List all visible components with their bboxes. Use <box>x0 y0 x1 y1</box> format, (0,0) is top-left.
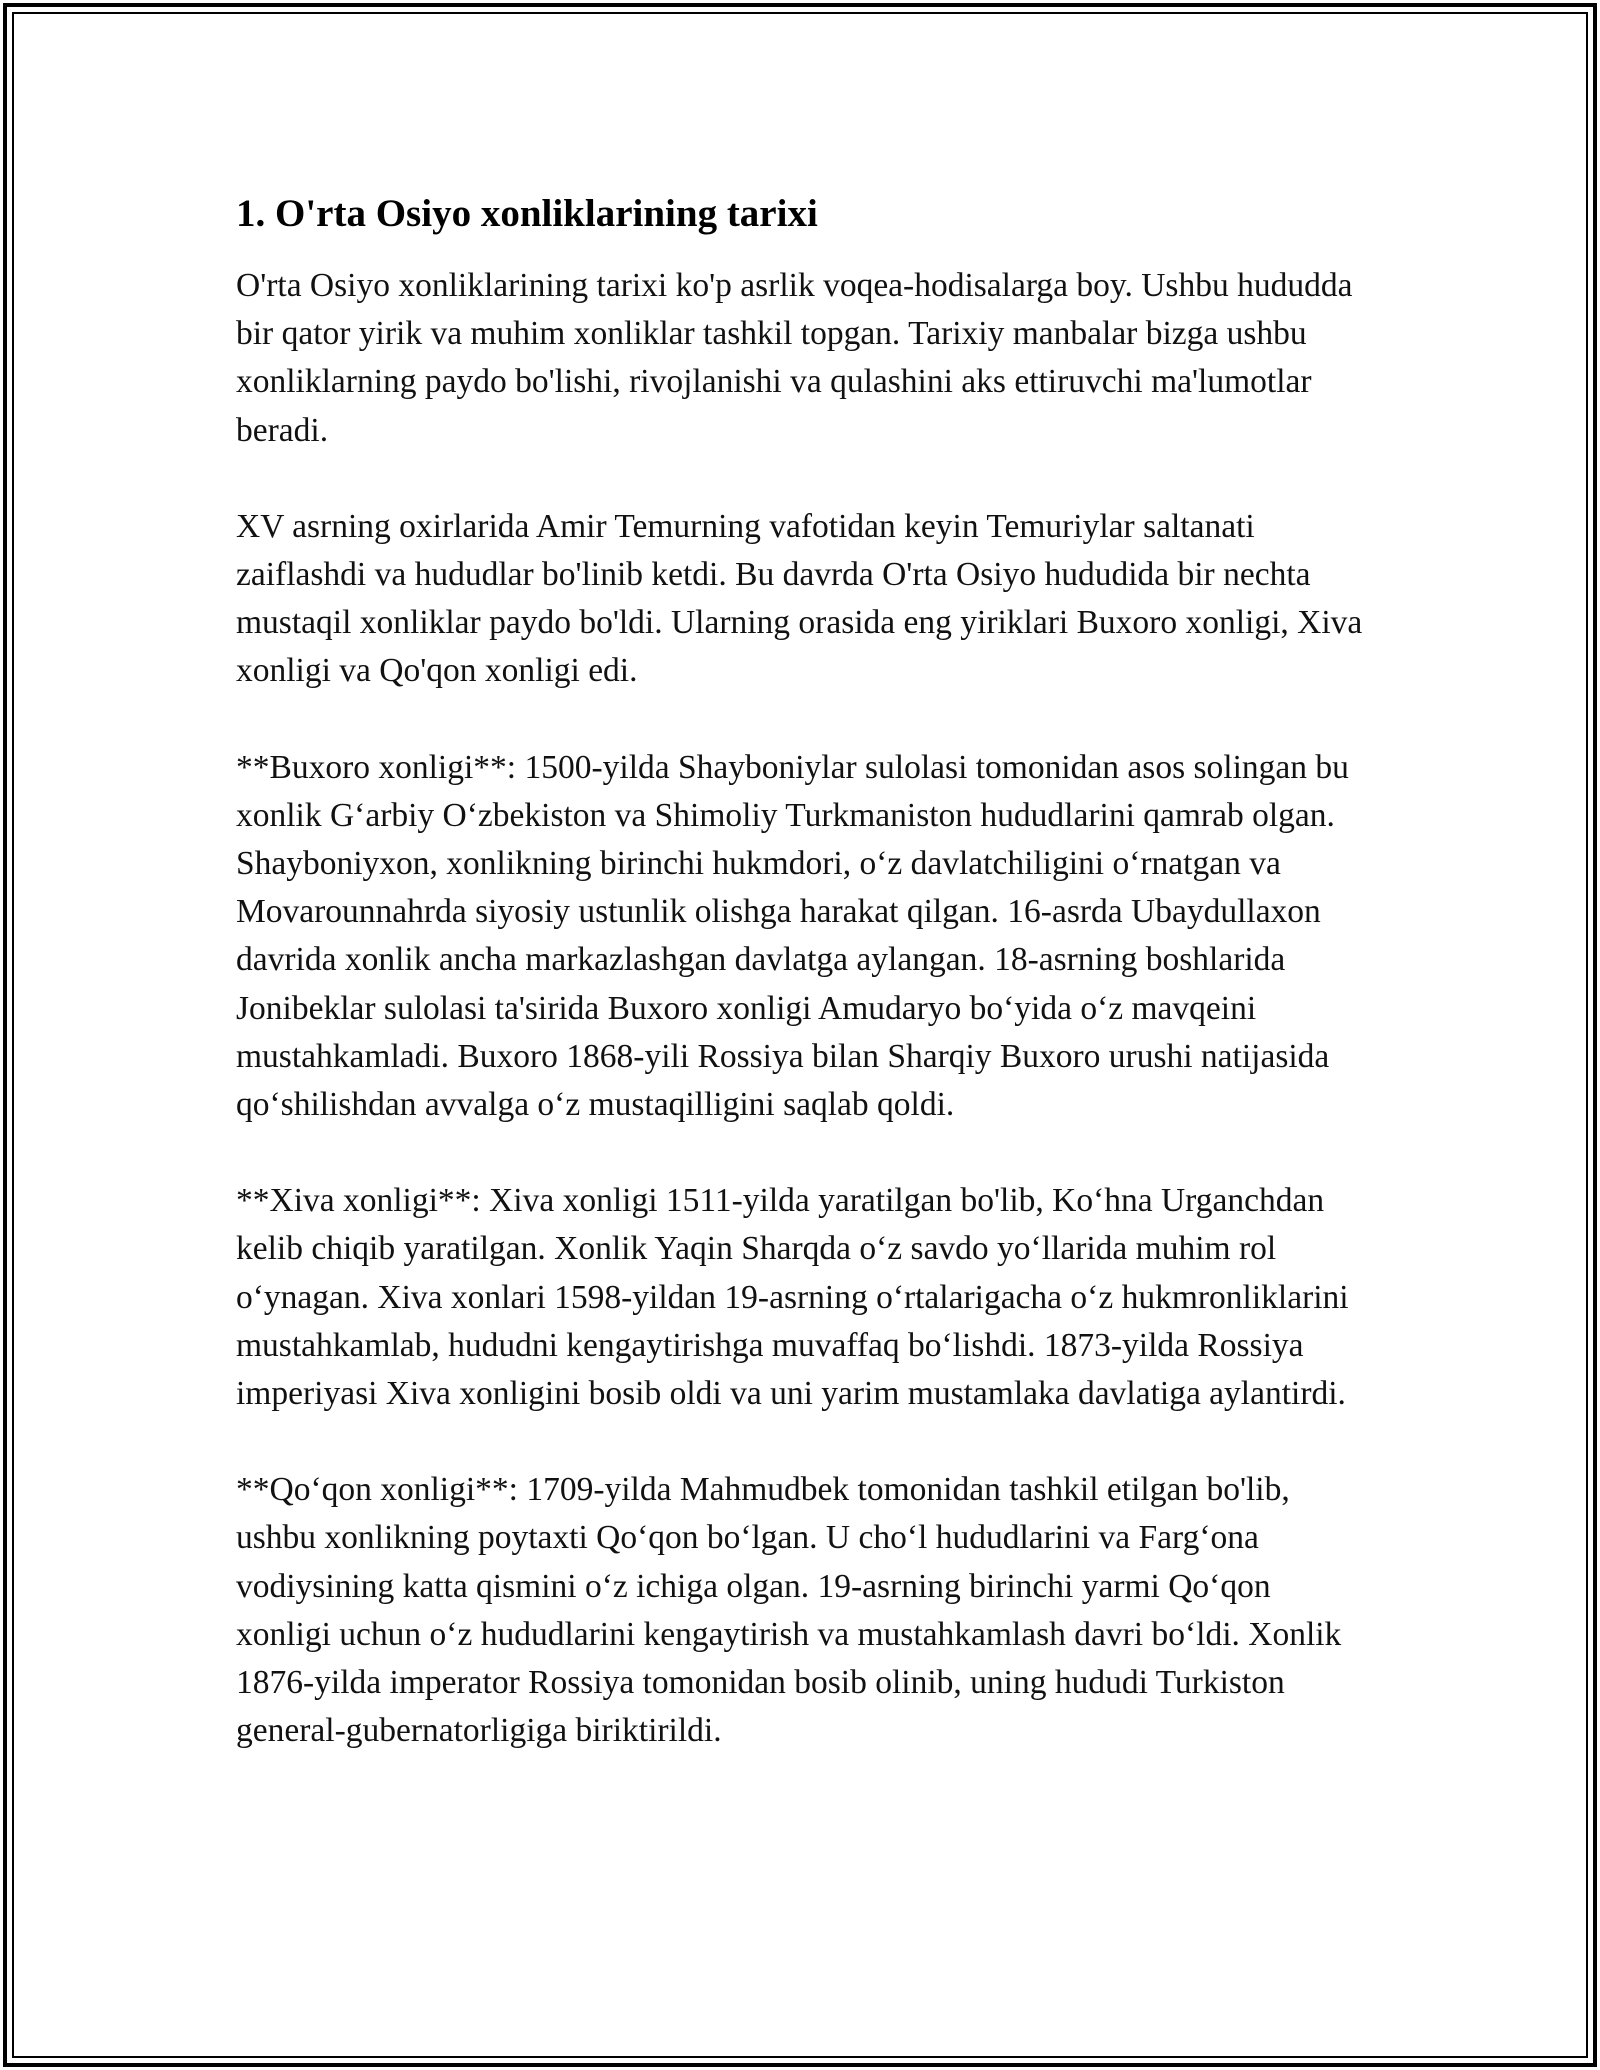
section-heading: 1. O'rta Osiyo xonliklarining tarixi <box>236 192 818 235</box>
paragraph-intro: O'rta Osiyo xonliklarining tarixi ko'p asrlik voqea-hodisalarga boy. Ushbu hududda bir qator yirik va muhim xonliklar tashkil topgan. Tarixiy manbalar bizga ushbu xonliklarning paydo bo'lishi, rivojlanishi va qulashini aks ettiruvchi ma'lumotlar beradi. <box>236 267 1353 449</box>
paragraph-khiva: **Xiva xonligi**: Xiva xonligi 1511-yilda yaratilgan bo'lib, Ko‘hna Urganchdan kelib chiqib yaratilgan. Xonlik Yaqin Sharqda o‘z savdo yo‘llarida muhim rol o‘ynagan. Xiva xonlari 1598-yildan 19-asrning o‘rtalarigacha o‘z hukmronliklarini mustahkamlab, hududni kengaytirishga muvaffaq bo‘lishdi. 1873-yilda Rossiya imperiyasi Xiva xonligini bosib oldi va uni yarim mustamlaka davlatiga aylantirdi. <box>236 1182 1349 1413</box>
paragraph-bukhara: **Buxoro xonligi**: 1500-yilda Shayboniylar sulolasi tomonidan asos solingan bu xonlik G‘arbiy O‘zbekiston va Shimoliy Turkmaniston hududlarini qamrab olgan. Shayboniyxon, xonlikning birinchi hukmdori, o‘z davlatchiligini o‘rnatgan va Movarounnahrda siyosiy ustunlik olishga harakat qilgan. 16-asrda Ubaydullaxon davrida xonlik ancha markazlashgan davlatga aylangan. 18-asrning boshlarida Jonibeklar sulolasi ta'sirida Buxoro xonligi Amudaryo bo‘yida o‘z mavqeini mustahkamladi. Buxoro 1868-yili Rossiya bilan Sharqiy Buxoro urushi natijasida qo‘shilishdan avvalga o‘z mustaqilligini saqlab qoldi. <box>236 748 1349 1124</box>
paragraph-kokand: **Qo‘qon xonligi**: 1709-yilda Mahmudbek tomonidan tashkil etilgan bo'lib, ushbu xonlikning poytaxti Qo‘qon bo‘lgan. U cho‘l hududlarini va Farg‘ona vodiysining katta qismini o‘z ichiga olgan. 19-asrning birinchi yarmi Qo‘qon xonligi uchun o‘z hududlarini kengaytirish va mustahkamlash davri bo‘ldi. Xonlik 1876-yilda imperator Rossiya tomonidan bosib olinib, uning hududi Turkiston general-gubernatorligiga biriktirildi. <box>236 1471 1342 1750</box>
document-body <box>236 186 1366 1803</box>
paragraph-timurids: XV asrning oxirlarida Amir Temurning vafotidan keyin Temuriylar saltanati zaiflashdi va hududlar bo'linib ketdi. Bu davrda O'rta Osiyo hududida bir nechta mustaqil xonliklar paydo bo'ldi. Ularning orasida eng yiriklari Buxoro xonligi, Xiva xonligi va Qo'qon xonligi edi. <box>236 507 1363 690</box>
